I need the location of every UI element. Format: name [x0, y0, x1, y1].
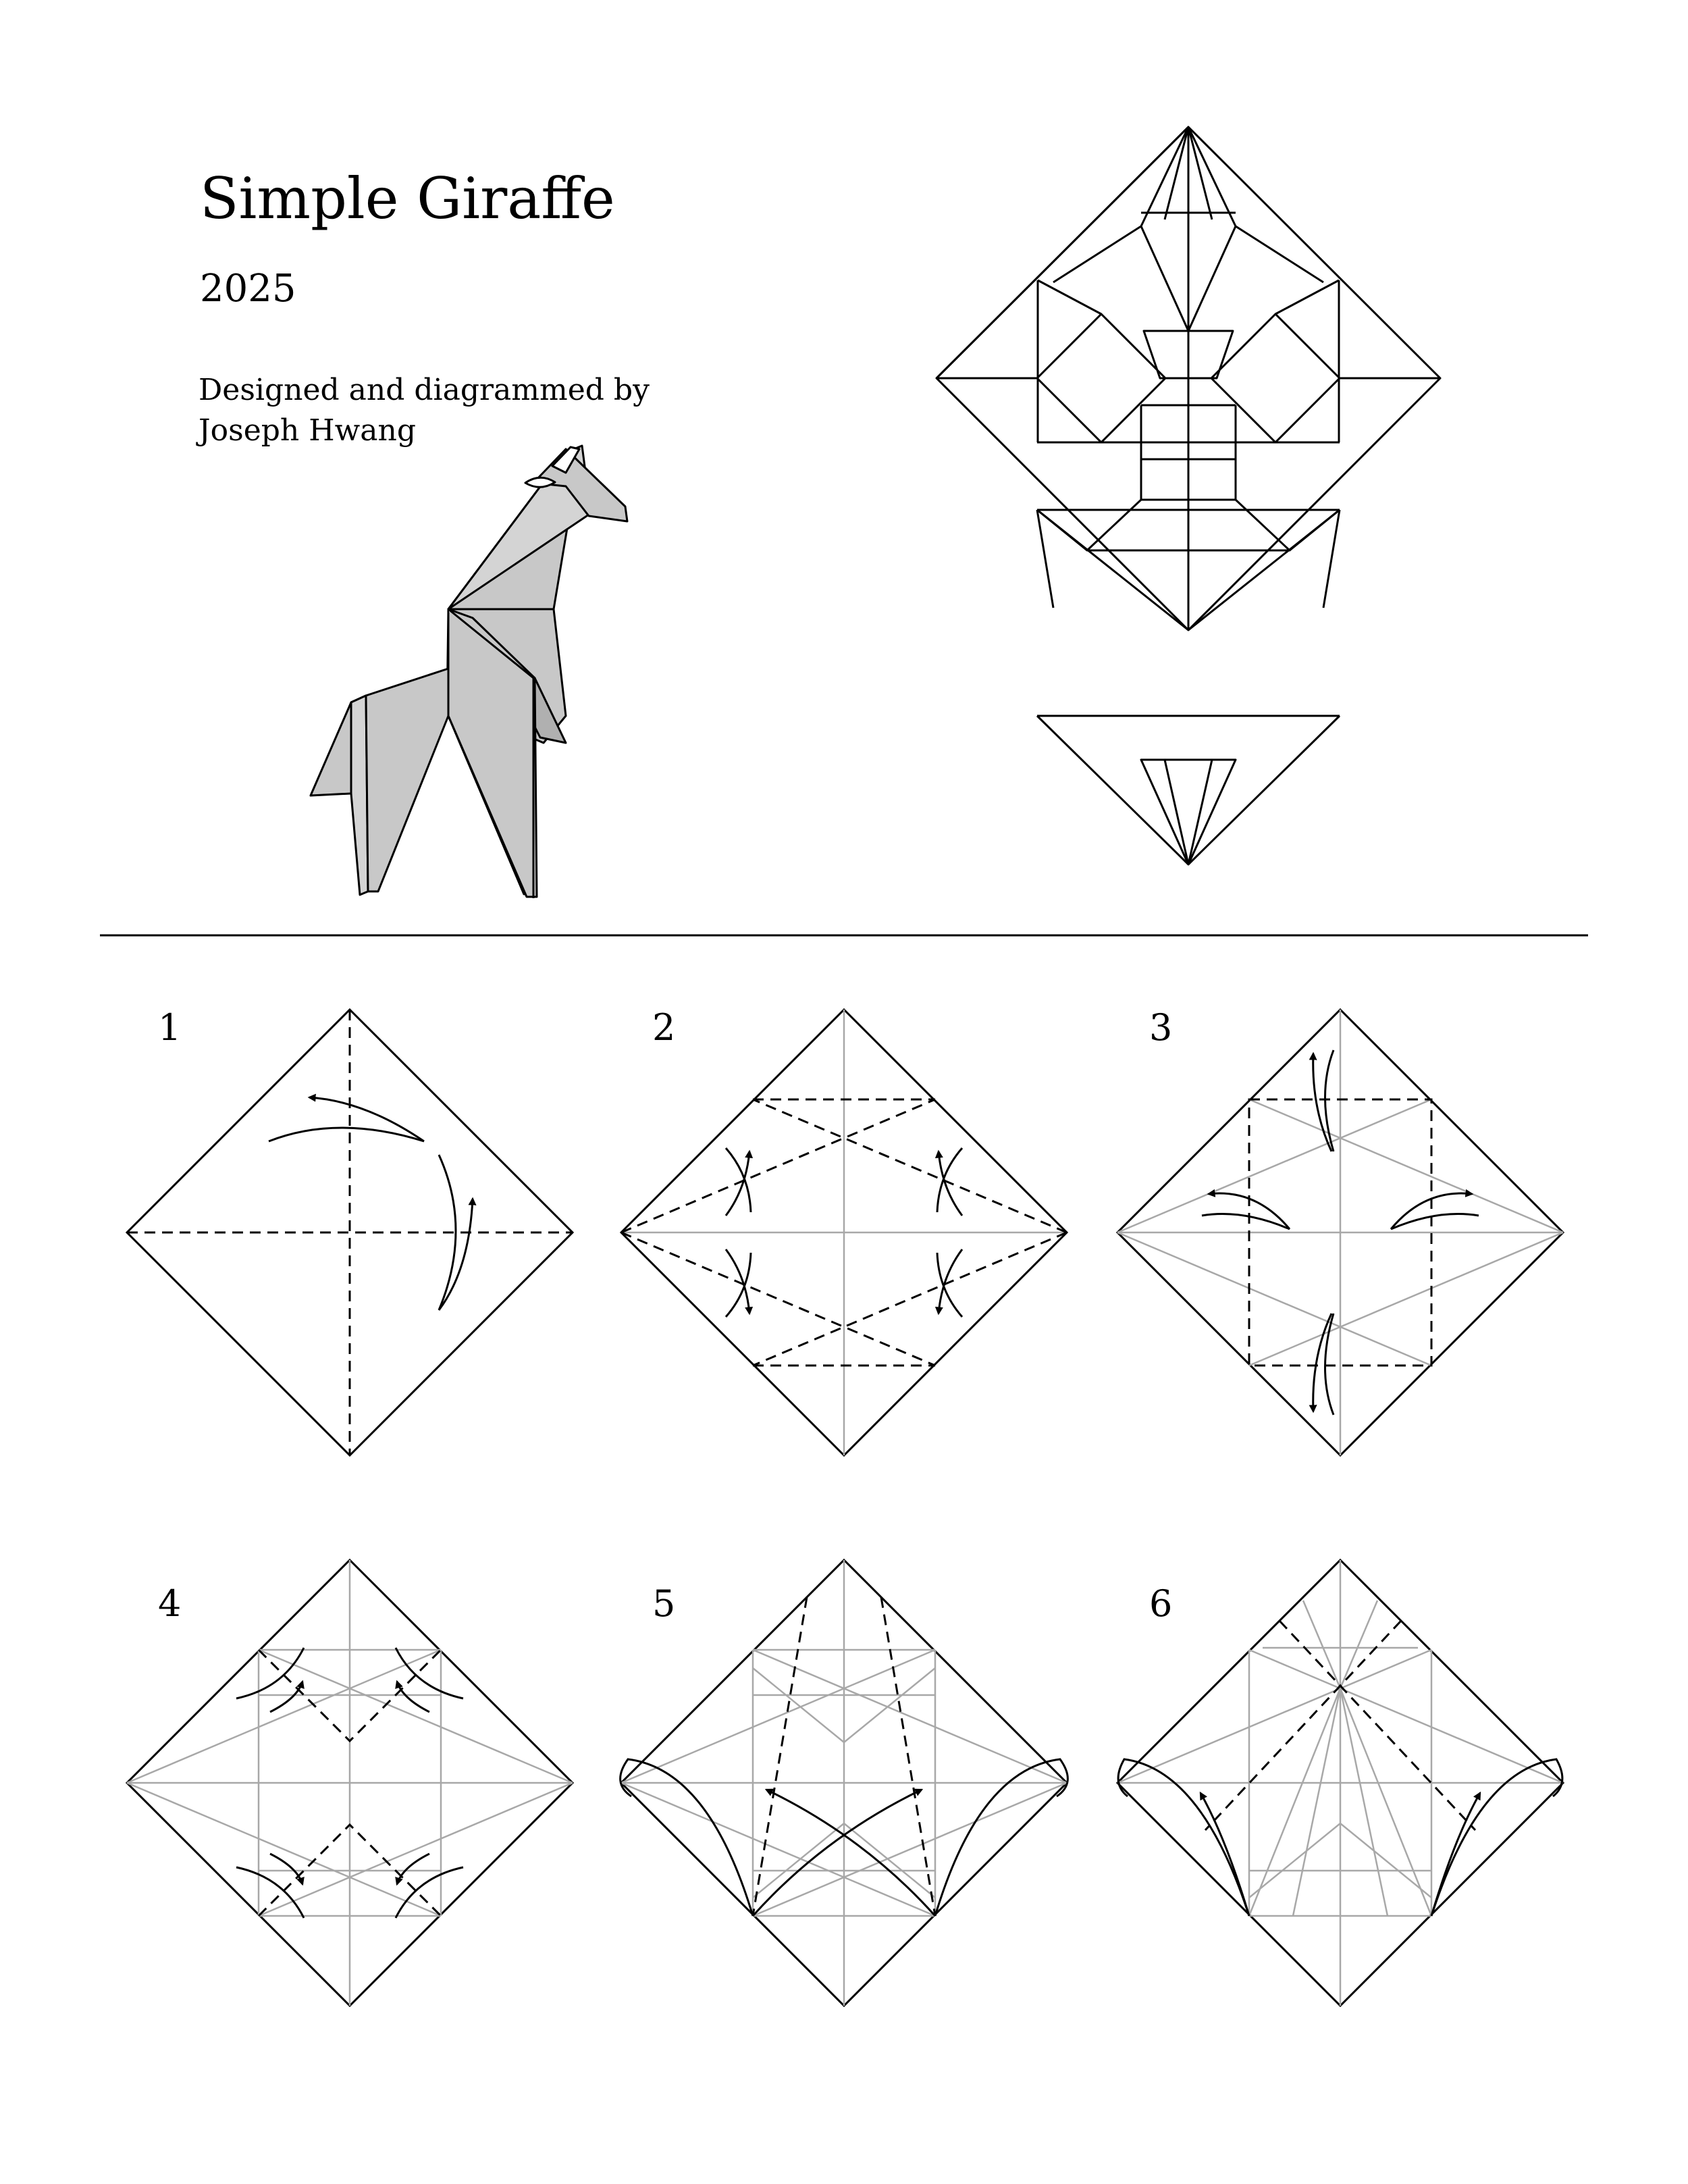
step-1-diagram: [127, 1006, 573, 1455]
credit-line-2: Joseph Hwang: [199, 413, 417, 448]
step-number: 1: [158, 1006, 182, 1049]
page-title: Simple Giraffe: [200, 165, 615, 232]
year: 2025: [200, 267, 296, 311]
cp-edge: [937, 127, 1188, 378]
credit-line-1: Designed and diagrammed by: [199, 373, 650, 407]
step-6-diagram: [1117, 1560, 1563, 2006]
step-number: 4: [158, 1582, 182, 1625]
step-number: 2: [652, 1006, 676, 1049]
step-2-diagram: [621, 1006, 1067, 1455]
step-3-diagram: [1117, 1006, 1563, 1455]
step-number: 3: [1149, 1006, 1173, 1049]
step-5-diagram: [621, 1560, 1068, 2006]
step-4-diagram: [127, 1560, 573, 2006]
giraffe-model-illustration: [311, 446, 627, 898]
crease-pattern: [937, 127, 1440, 864]
step-number: 6: [1149, 1582, 1173, 1625]
step-number: 5: [652, 1582, 676, 1625]
